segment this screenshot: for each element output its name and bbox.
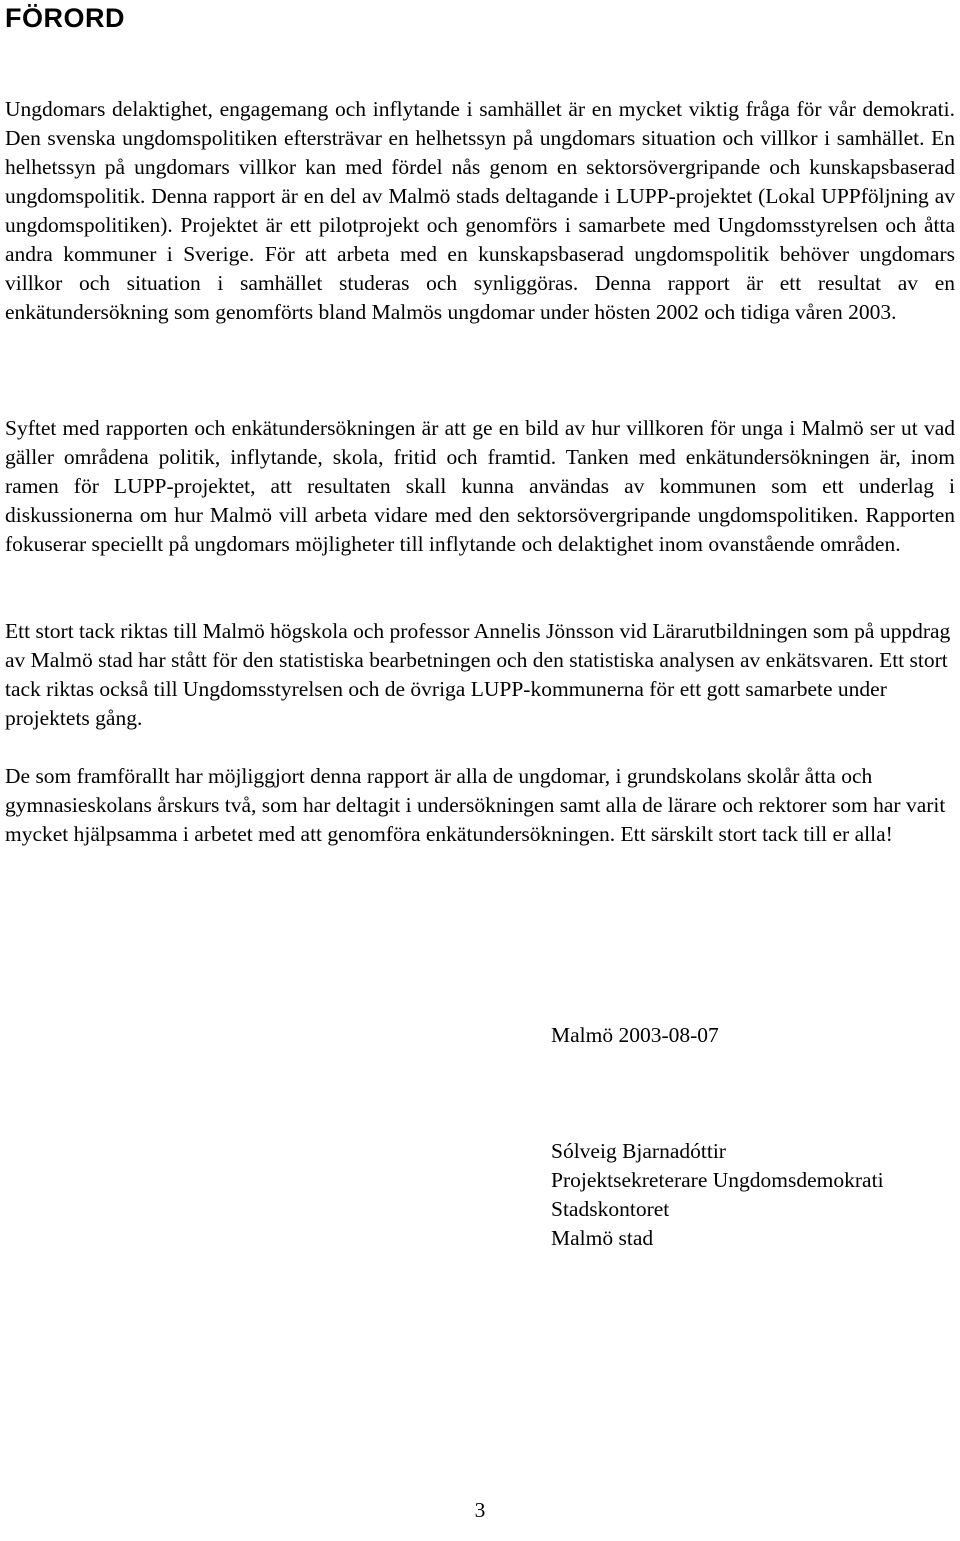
paragraph-thanks: Ett stort tack riktas till Malmö högskola och professor Annelis Jönsson vid Lärarutbildningen som på uppdrag av Malmö stad har stått för den statistiska bearbetningen och den statistiska analysen av enkätsvaren. Ett stort tack riktas också till Ungdomsstyrelsen och de övriga LUPP-kommunerna för ett gott samarbete under projektets gång. [5,619,951,730]
signature-date: Malmö 2003-08-07 [551,1023,719,1047]
signature-block [551,1137,951,1253]
signature-organization: Malmö stad [551,1226,654,1250]
page-number: 3 [474,1498,486,1522]
paragraph-purpose: Syftet med rapporten och enkätundersökningen är att ge en bild av hur villkoren för unga i Malmö ser ut vad gäller områdena politik, inflytande, skola, fritid och framtid. Tanken med enkätundersökningen är, inom ramen för LUPP-projektet, att resultaten skall kunna användas av kommunen som ett underlag i diskussionerna om hur Malmö vill arbeta vidare med den sektorsövergripande ungdomspolitiken. Rapporten fokuserar speciellt på ungdomars möjligheter till inflytande och delaktighet inom ovanstående områden. [5,416,955,556]
signature-title: Projektsekreterare Ungdomsdemokrati [551,1168,884,1192]
page-title: FÖRORD [5,3,125,33]
signature-name: Sólveig Bjarnadóttir [551,1139,726,1163]
paragraph-intro: Ungdomars delaktighet, engagemang och inflytande i samhället är en mycket viktig fråga för vår demokrati. Den svenska ungdomspolitiken eftersträvar en helhetssyn på ungdomars situation och villkor i samhället. En helhetssyn på ungdomars villkor kan med fördel nås genom en sektorsövergripande och kunskapsbaserad ungdomspolitik. Denna rapport är en del av Malmö stads deltagande i LUPP-projektet (Lokal UPPföljning av ungdomspolitiken). Projektet är ett pilotprojekt och genomförs i samarbete med Ungdomsstyrelsen och åtta andra kommuner i Sverige. För att arbeta med en kunskapsbaserad ungdomspolitik behöver ungdomars villkor och situation i samhället studeras och synliggöras. Denna rapport är ett resultat av en enkätundersökning som genomförts bland Malmös ungdomar under hösten 2002 och tidiga våren 2003. [5,97,955,324]
paragraph-acknowledgement: De som framförallt har möjliggjort denna rapport är alla de ungdomar, i grundskolans skolår åtta och gymnasieskolans årskurs två, som har deltagit i undersökningen samt alla de lärare och rektorer som har varit mycket hjälpsamma i arbetet med att genomföra enkätundersökningen. Ett särskilt stort tack till er alla! [5,764,946,846]
signature-department: Stadskontoret [551,1197,670,1221]
